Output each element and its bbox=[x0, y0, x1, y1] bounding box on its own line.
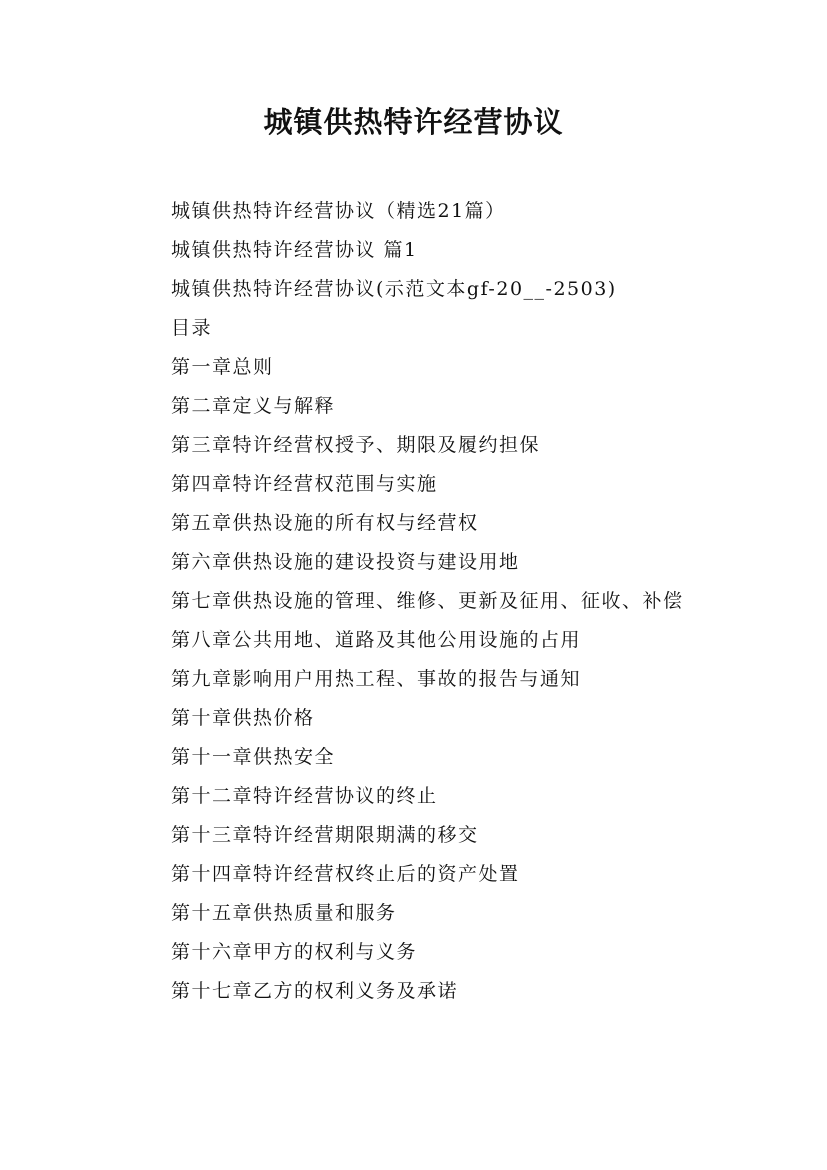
document-body bbox=[126, 192, 706, 1011]
toc-item: 第一章总则 bbox=[171, 356, 274, 378]
toc-item: 第十三章特许经营期限期满的移交 bbox=[171, 824, 479, 846]
subtitle-line: 城镇供热特许经营协议（精选21篇） bbox=[171, 200, 506, 222]
toc-item: 第三章特许经营权授予、期限及履约担保 bbox=[171, 434, 541, 456]
toc-item: 第十二章特许经营协议的终止 bbox=[171, 785, 438, 807]
template-title: 城镇供热特许经营协议(示范文本gf-20__-2503) bbox=[171, 278, 617, 300]
toc-item: 第十四章特许经营权终止后的资产处置 bbox=[171, 863, 520, 885]
toc-item: 第十七章乙方的权利义务及承诺 bbox=[171, 980, 459, 1002]
toc-item: 第十章供热价格 bbox=[171, 707, 315, 729]
toc-item: 第八章公共用地、道路及其他公用设施的占用 bbox=[171, 629, 582, 651]
toc-heading: 目录 bbox=[171, 317, 213, 339]
toc-item: 第十六章甲方的权利与义务 bbox=[171, 941, 418, 963]
toc-item: 第十五章供热质量和服务 bbox=[171, 902, 397, 924]
section-heading: 城镇供热特许经营协议 篇1 bbox=[171, 239, 418, 261]
toc-item: 第五章供热设施的所有权与经营权 bbox=[171, 512, 479, 534]
toc-item: 第九章影响用户用热工程、事故的报告与通知 bbox=[171, 668, 582, 690]
document-title: 城镇供热特许经营协议 bbox=[263, 105, 564, 139]
toc-item: 第六章供热设施的建设投资与建设用地 bbox=[171, 551, 520, 573]
toc-item: 第四章特许经营权范围与实施 bbox=[171, 473, 438, 495]
toc-item: 第二章定义与解释 bbox=[171, 395, 336, 417]
toc-item: 第七章供热设施的管理、维修、更新及征用、征收、补偿 bbox=[171, 590, 684, 612]
toc-item: 第十一章供热安全 bbox=[171, 746, 336, 768]
